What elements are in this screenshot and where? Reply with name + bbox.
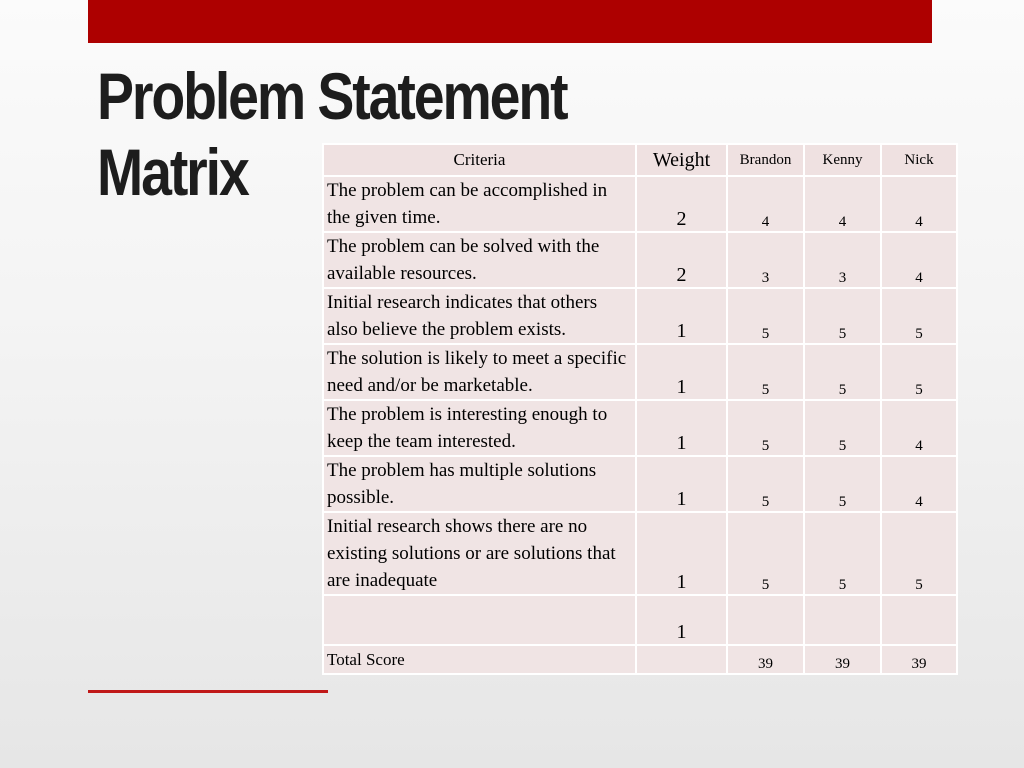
kenny-score-cell: 5 bbox=[804, 456, 881, 512]
top-accent-bar bbox=[88, 0, 932, 43]
weight-cell: 1 bbox=[636, 595, 727, 645]
table-row bbox=[323, 232, 957, 288]
brandon-total-score: 39 bbox=[727, 645, 804, 674]
brandon-score-cell bbox=[727, 595, 804, 645]
total-row bbox=[323, 645, 957, 674]
criterion-cell bbox=[323, 595, 636, 645]
brandon-score-cell: 5 bbox=[727, 456, 804, 512]
kenny-score-cell: 5 bbox=[804, 344, 881, 400]
criterion-cell: The solution is likely to meet a specific need and/or be marketable. bbox=[323, 344, 636, 400]
table-row bbox=[323, 400, 957, 456]
table-row bbox=[323, 456, 957, 512]
nick-score-cell: 5 bbox=[881, 512, 957, 595]
header-nick: Nick bbox=[881, 144, 957, 176]
criterion-cell: Initial research shows there are no existing solutions or are solutions that are inadequate bbox=[323, 512, 636, 595]
weight-cell: 1 bbox=[636, 512, 727, 595]
kenny-score-cell: 4 bbox=[804, 176, 881, 232]
brandon-score-cell: 5 bbox=[727, 344, 804, 400]
problem-statement-matrix-table bbox=[322, 143, 958, 675]
brandon-score-cell: 3 bbox=[727, 232, 804, 288]
table-row bbox=[323, 595, 957, 645]
total-score-label: Total Score bbox=[323, 645, 636, 674]
nick-score-cell: 5 bbox=[881, 288, 957, 344]
brandon-score-cell: 5 bbox=[727, 288, 804, 344]
table-row bbox=[323, 344, 957, 400]
slide-title-line-2: Matrix bbox=[97, 135, 248, 209]
nick-total-score: 39 bbox=[881, 645, 957, 674]
nick-score-cell: 4 bbox=[881, 176, 957, 232]
header-kenny: Kenny bbox=[804, 144, 881, 176]
total-weight-cell bbox=[636, 645, 727, 674]
kenny-score-cell: 3 bbox=[804, 232, 881, 288]
nick-score-cell bbox=[881, 595, 957, 645]
nick-score-cell: 5 bbox=[881, 344, 957, 400]
nick-score-cell: 4 bbox=[881, 232, 957, 288]
kenny-score-cell: 5 bbox=[804, 512, 881, 595]
criterion-cell: The problem can be accomplished in the given time. bbox=[323, 176, 636, 232]
header-weight: Weight bbox=[636, 144, 727, 176]
brandon-score-cell: 5 bbox=[727, 400, 804, 456]
criterion-cell: The problem is interesting enough to keep the team interested. bbox=[323, 400, 636, 456]
header-criteria: Criteria bbox=[323, 144, 636, 176]
table-row bbox=[323, 512, 957, 595]
bottom-accent-rule bbox=[88, 690, 328, 693]
criterion-cell: The problem can be solved with the available resources. bbox=[323, 232, 636, 288]
weight-cell: 1 bbox=[636, 344, 727, 400]
table-row bbox=[323, 176, 957, 232]
weight-cell: 1 bbox=[636, 456, 727, 512]
weight-cell: 2 bbox=[636, 176, 727, 232]
criterion-cell: Initial research indicates that others also believe the problem exists. bbox=[323, 288, 636, 344]
table-row bbox=[323, 288, 957, 344]
weight-cell: 1 bbox=[636, 288, 727, 344]
brandon-score-cell: 5 bbox=[727, 512, 804, 595]
header-brandon: Brandon bbox=[727, 144, 804, 176]
nick-score-cell: 4 bbox=[881, 400, 957, 456]
weight-cell: 1 bbox=[636, 400, 727, 456]
criterion-cell: The problem has multiple solutions possible. bbox=[323, 456, 636, 512]
kenny-score-cell: 5 bbox=[804, 288, 881, 344]
kenny-score-cell: 5 bbox=[804, 400, 881, 456]
slide-title-line-1: Problem Statement bbox=[97, 59, 567, 133]
table-header-row bbox=[323, 144, 957, 176]
kenny-total-score: 39 bbox=[804, 645, 881, 674]
nick-score-cell: 4 bbox=[881, 456, 957, 512]
kenny-score-cell bbox=[804, 595, 881, 645]
weight-cell: 2 bbox=[636, 232, 727, 288]
brandon-score-cell: 4 bbox=[727, 176, 804, 232]
